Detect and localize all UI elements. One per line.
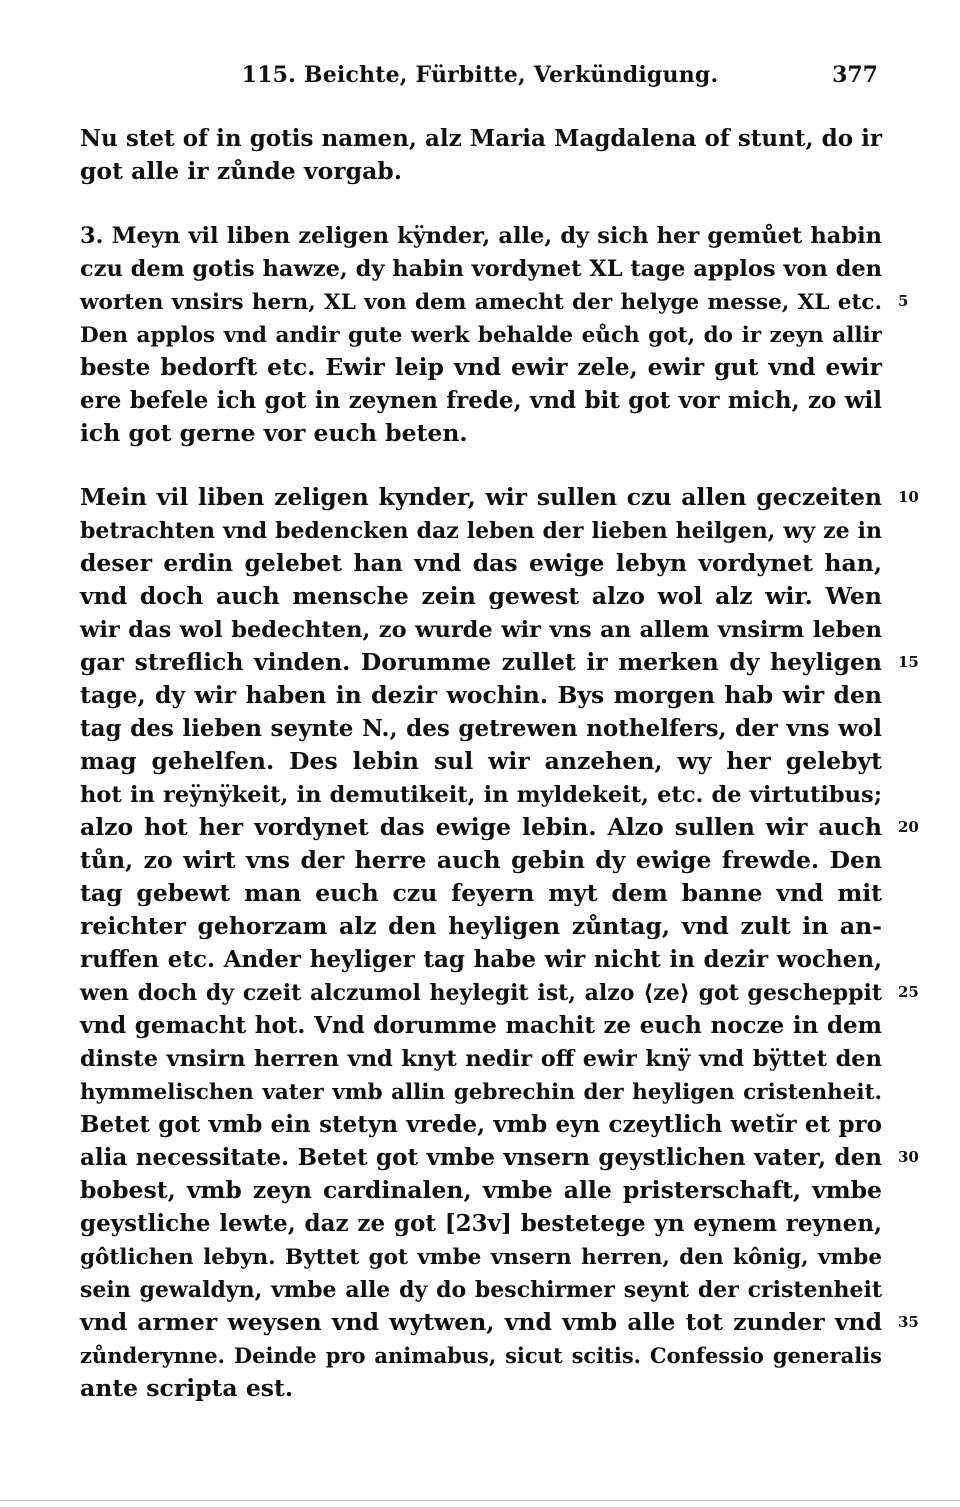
text-line [80,811,919,844]
text-line [80,417,882,450]
text-line [80,943,882,976]
text-line [80,1372,882,1405]
running-title: 115. Beichte, Fürbitte, Verkündigung. [241,62,719,88]
text-line [80,547,882,580]
page-number: 377 [832,62,878,88]
line-text: worten vnsirs hern, XL von dem amecht der helyge messe, XL etc. [80,290,882,315]
text-line [80,844,882,877]
text-line [80,976,919,1009]
line-text: vnd armer weysen vnd wytwen, vnd vmb alle tot zunder vnd [80,1308,882,1336]
line-text: betrachten vnd bedencken daz leben der lieben heilgen, wy ze in [80,518,882,544]
line-text: tag gebewt man euch czu feyern myt dem banne vnd mit [80,879,882,907]
line-text: ich got gerne vor euch beten. [80,419,468,447]
line-text: tag des lieben seynte N., des getrewen nothelfers, der vns wol [80,715,882,742]
text-line [80,1273,882,1306]
text-line [80,285,909,318]
bottom-rule [0,1500,960,1501]
line-text: hot in reÿnÿkeit, in demutikeit, in myldekeit, etc. de virtutibus; [80,782,882,808]
line-text: Betet got vmb ein stetyn vrede, vmb eyn czeytlich wetĭr et pro [80,1111,882,1138]
text-line [80,1207,882,1240]
text-line [80,1141,919,1174]
line-text: gôtlichen lebyn. Byttet got vmbe vnsern herren, den kônig, vmbe [80,1245,882,1270]
line-number: 15 [898,653,919,671]
text-line [80,679,882,712]
paragraph [80,481,919,1405]
text-line [80,613,882,646]
text-line [80,1174,882,1207]
text-line [80,778,882,811]
line-number: 25 [898,983,919,1001]
line-text: bobest, vmb zeyn cardinalen, vmbe alle pristerschaft, vmbe [80,1176,882,1204]
line-text: ere befele ich got in zeynen frede, vnd bit got vor mich, zo wil [80,387,882,414]
line-text: 3. Meyn vil liben zeligen kÿnder, alle, dy sich her gemůet habin [80,223,882,249]
line-text: reichter gehorzam alz den heyligen zůntag, vnd zult in an- [80,912,882,940]
line-text: gar streflich vinden. Dorumme zullet ir merken dy heyligen [80,648,882,676]
text-line [80,646,919,679]
line-text: beste bedorft etc. Ewir leip vnd ewir zele, ewir gut vnd ewir [80,353,882,381]
line-text: wen doch dy czeit alczumol heylegit ist, alzo ⟨ze⟩ got gescheppit [80,980,882,1006]
text-line [80,877,882,910]
line-text: mag gehelfen. Des lebin sul wir anzehen, wy her gelebyt [80,747,882,775]
text-line [80,1240,882,1273]
line-text: hymmelischen vater vmb allin gebrechin der heyligen cristenheit. [80,1080,882,1105]
line-text: deser erdin gelebet han vnd das ewige lebyn vordynet han, [80,549,882,577]
line-text: Nu stet of in gotis namen, alz Maria Magdalena of stunt, do ir [80,125,882,152]
text-line [80,155,882,188]
text-line [80,514,882,547]
line-number: 10 [898,488,919,506]
line-text: ruffen etc. Ander heyliger tag habe wir nicht in dezir wochen, [80,946,882,973]
paragraph-gap [80,450,882,481]
line-text: alzo hot her vordynet das ewige lebin. Alzo sullen wir auch [80,813,882,841]
line-text: Den applos vnd andir gute werk behalde eůch got, do ir zeyn allir [80,323,882,348]
line-text: alia necessitate. Betet got vmbe vnsern geystlichen vater, den [80,1144,882,1171]
text-line [80,318,882,351]
text-line [80,219,882,252]
text-line [80,1339,882,1372]
text-line [80,1108,882,1141]
line-text: vnd doch auch mensche zein gewest alzo wol alz wir. Wen [80,582,882,610]
line-text: ante scripta est. [80,1374,294,1402]
line-text: geystliche lewte, daz ze got [23v] bestetege yn eynem reynen, [80,1210,882,1237]
text-line [80,1009,882,1042]
line-text: zůnderynne. Deinde pro animabus, sicut scitis. Confessio generalis [80,1343,882,1368]
text-line [80,122,882,155]
line-number: 20 [898,818,919,836]
paragraph [80,122,882,188]
page-header [80,62,880,98]
line-text: got alle ir zůnde vorgab. [80,157,402,185]
body-text [80,122,919,1405]
text-line [80,351,882,384]
text-line [80,745,882,778]
text-line [80,910,882,943]
text-line [80,712,882,745]
line-number: 30 [898,1148,919,1166]
line-text: tůn, zo wirt vns der herre auch gebin dy ewige frewde. Den [80,846,882,874]
line-text: tage, dy wir haben in dezir wochin. Bys morgen hab wir den [80,681,882,709]
line-text: Mein vil liben zeligen kynder, wir sullen czu allen geczeiten [80,483,882,511]
line-text: vnd gemacht hot. Vnd dorumme machit ze euch nocze in dem [80,1012,882,1039]
text-line [80,1306,919,1339]
text-line [80,481,919,514]
line-text: wir das wol bedechten, zo wurde wir vns an allem vnsirm leben [80,617,882,643]
paragraph [80,219,909,450]
text-line [80,1042,882,1075]
paragraph-gap [80,188,882,219]
text-line [80,1075,882,1108]
line-text: dinste vnsirn herren vnd knyt nedir off ewir knÿ vnd bÿttet den [80,1046,882,1072]
text-line [80,580,882,613]
line-text: czu dem gotis hawze, dy habin vordynet XL tage applos von den [80,256,883,282]
text-line [80,384,882,417]
line-number: 35 [898,1313,919,1331]
text-line [80,252,882,285]
line-text: sein gewaldyn, vmbe alle dy do beschirmer seynt der cristenheit [80,1277,882,1303]
line-number: 5 [898,292,909,310]
